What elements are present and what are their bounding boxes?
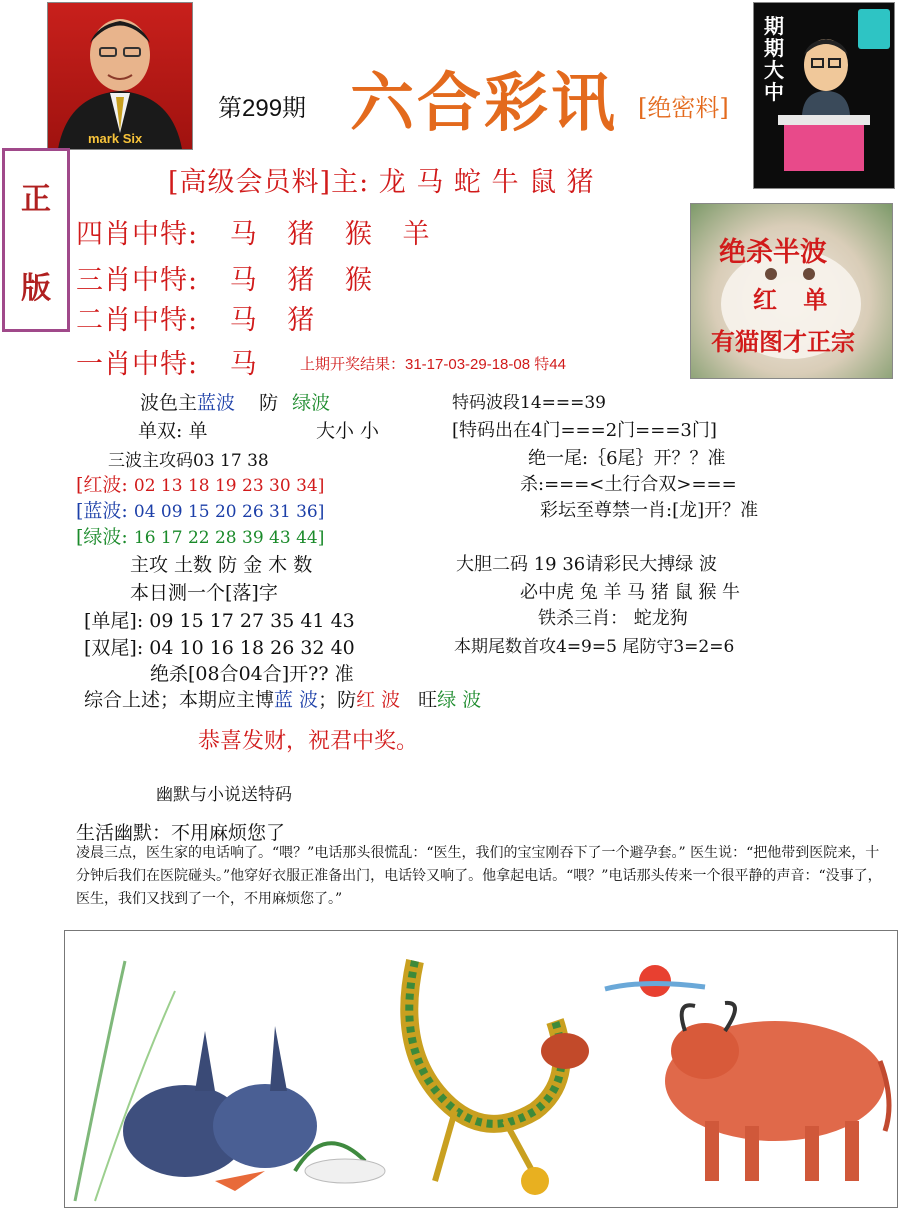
wave-guard-label: 防 <box>259 392 279 414</box>
pick-one <box>76 342 258 381</box>
single-tail: [单尾]: 09 15 17 27 35 41 43 <box>84 610 355 632</box>
pick-two-label: 二肖中特: <box>76 305 199 336</box>
seal-char-1: 正 <box>21 181 51 217</box>
joke-body: 凌晨三点，医生家的电话响了。“喂？”电话那头很慌乱：“医生，我们的宝宝刚吞下了一个避孕套。” 医生说：“把他带到医院来，十分钟后我们在医院碰头。”他穿好衣服正准备出门，电话铃又响了。他拿起电话。“喂？”电话那头传来一个很平静的声音：“没事了，医生，我们又找到了一个，不用麻烦您了。” <box>76 845 882 907</box>
summary-mid-2: 旺 <box>418 689 438 711</box>
pick-four <box>76 212 430 251</box>
wave-main-label: 波色主 <box>140 392 198 414</box>
red-wave-line <box>76 470 324 497</box>
pick-four-value: 马 猪 猴 羊 <box>229 219 431 250</box>
green-wave-label: [绿波: <box>76 526 128 548</box>
wave-main-blue: 蓝波 <box>197 392 236 414</box>
cat-box-line-2: 红 单 <box>753 285 828 314</box>
pick-one-value: 马 <box>229 349 258 380</box>
summary-mid-1: ；防 <box>318 689 357 711</box>
red-wave-label: [红波: <box>76 474 128 496</box>
cat-box-line-1: 绝杀半波 <box>719 237 827 268</box>
pick-three-label: 三肖中特: <box>76 265 199 296</box>
daily-word: 本日测一个[落]字 <box>130 582 278 604</box>
pick-four-label: 四肖中特: <box>76 219 199 250</box>
cat-box-line-3: 有猫图才正宗 <box>711 327 855 356</box>
wave-guard-green: 绿波 <box>292 392 331 414</box>
page-title: 六合彩讯 <box>350 67 618 141</box>
cat-box <box>690 203 893 379</box>
last-result: 上期开奖结果：31-17-03-29-18-08 特44 <box>300 356 566 373</box>
seal-char-2: 版 <box>21 270 51 306</box>
must-hit-zodiacs: 必中虎 兔 羊 马 猪 鼠 猴 牛 <box>520 582 741 603</box>
joke-title: 生活幽默：不用麻烦您了 <box>76 822 286 844</box>
host-photo <box>47 2 193 150</box>
blue-wave-line <box>76 496 324 523</box>
blue-wave-numbers: 04 09 15 20 26 31 36] <box>133 502 325 522</box>
zodiac-artwork <box>65 931 897 1207</box>
green-wave-numbers: 16 17 22 28 39 43 44] <box>133 528 325 548</box>
red-wave-numbers: 02 13 18 19 23 30 34] <box>133 476 325 496</box>
cartoon-photo <box>753 2 895 189</box>
congrats: 恭喜发财，祝君中奖。 <box>198 729 419 754</box>
vip-members-line: [高级会员料]主: 龙 马 蛇 牛 鼠 猪 <box>168 167 595 198</box>
summary-red: 红 波 <box>356 689 401 711</box>
pick-two-value: 马 猪 <box>229 305 316 336</box>
kill-tail: 绝一尾:｛6尾｝开？？准 <box>528 448 726 469</box>
summary-blue: 蓝 波 <box>274 689 319 711</box>
pick-three <box>76 258 373 297</box>
tail-attack: 本期尾数首攻4=9=5 尾防守3=2=6 <box>454 637 735 657</box>
green-wave-line <box>76 522 324 549</box>
pick-two <box>76 298 315 337</box>
kill-combo: 绝杀[08合04合]开?? 准 <box>150 663 354 685</box>
wave-main-line <box>140 388 330 415</box>
mark-six-logo: mark Six <box>88 131 143 146</box>
big-small: 大小 小 <box>316 420 380 442</box>
cartoon-caption: 期期大中 <box>764 14 784 104</box>
host-portrait-illustration <box>48 3 192 149</box>
iron-kill: 铁杀三肖： 蛇龙狗 <box>538 608 688 629</box>
summary-line <box>84 685 481 712</box>
special-range: 特码波段14===39 <box>452 393 606 413</box>
odd-even: 单双: 单 <box>138 420 208 442</box>
forum-ban-zodiac: 彩坛至尊禁一肖:[龙]开？准 <box>540 500 759 521</box>
main-attack-elements: 主攻 土数 防 金 木 数 <box>130 554 313 576</box>
summary-green: 绿 波 <box>437 689 482 711</box>
zodiac-illustrations <box>64 930 898 1208</box>
bold-two-numbers: 大胆二码 19 36请彩民大搏绿 波 <box>456 554 717 575</box>
humor-section-title: 幽默与小说送特码 <box>156 785 292 805</box>
three-wave-attack: 三波主攻码03 17 38 <box>108 451 269 471</box>
title-subtitle: [绝密料] <box>638 94 729 122</box>
kill-element: 杀:===<土行合双>=== <box>520 474 737 495</box>
special-door: [特码出在4门===2门===3门] <box>452 420 717 441</box>
summary-prefix: 综合上述；本期应主博 <box>84 689 275 711</box>
pick-one-label: 一肖中特: <box>76 349 199 380</box>
issue-number: 第299期 <box>218 95 307 122</box>
double-tail: [双尾]: 04 10 16 18 26 32 40 <box>84 637 355 659</box>
authentic-seal <box>2 148 70 332</box>
blue-wave-label: [蓝波: <box>76 500 128 522</box>
pick-three-value: 马 猪 猴 <box>229 265 373 296</box>
